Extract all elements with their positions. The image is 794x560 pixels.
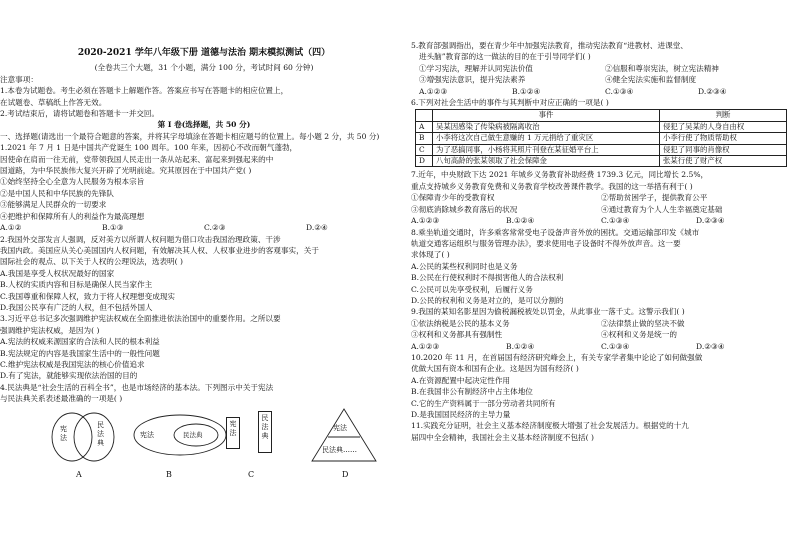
question-text: 因使命在肩而一往无前，党带领我国人民走出一条从站起来、富起来到强起来的中 xyxy=(0,154,274,164)
option: D.是我国国民经济的主导力量 xyxy=(411,410,511,419)
option: ②帮助贫困学子，提供教育公平 xyxy=(601,193,708,203)
diagram-row xyxy=(0,407,408,483)
note-line: 2.考试结束后，请将试题卷和答题卡一并交回。 xyxy=(0,109,160,119)
diagram-c-box2: 民法典 xyxy=(258,411,272,453)
question-text: 国际社会的观点、以下关于人权的公理说法，选表明( ) xyxy=(0,257,183,267)
options-row xyxy=(411,74,791,85)
table-header: 判断 xyxy=(660,110,787,121)
choices-row xyxy=(411,86,791,97)
row-event: 八旬高龄的张某领取了社会保障金 xyxy=(433,156,660,167)
choice-a: A.①②③ xyxy=(419,86,448,96)
question-text: 8.乘坐轨道交通时，许多乘客常常受电子设备声音外放的困扰。交通运输部印发《城市 xyxy=(411,227,700,237)
row-label: D xyxy=(416,156,433,167)
option: ④健全宪法实施和监督制度 xyxy=(605,75,697,85)
row-judgement: 侵犯了吴某的人身自由权 xyxy=(660,121,787,132)
choice-b: B.①③ xyxy=(102,223,124,233)
choices-row xyxy=(411,341,791,352)
choice-c: C.①③④ xyxy=(601,216,630,226)
row-judgement: 小李行使了物质帮助权 xyxy=(660,133,787,144)
question-text: 9.我国的某知名影星因为偷税漏税被处以罚金，从此事业一落千丈。这警示我们( ) xyxy=(411,307,685,317)
option: D.我国公民享有广泛的人权，但不包括外国人 xyxy=(0,302,153,312)
option: ④通过教育为个人人生幸福奠定基础 xyxy=(601,204,723,214)
question-text: 轨道交通客运组织与服务管理办法》，要求使用电子设备时不得外放声音。这一要 xyxy=(411,238,681,248)
choice-a: A.①② xyxy=(0,223,22,233)
question-text: 届四中全会精神，我国社会主义基本经济制度不包括( ) xyxy=(411,432,594,442)
question-4 xyxy=(0,382,408,405)
diagram-b-letter: B xyxy=(166,469,172,479)
option: A.我国是享受人权状况最好的国家 xyxy=(0,268,115,278)
option: D.有了宪法，就能够实现依法治国的目的 xyxy=(0,371,138,381)
option: A.在资源配置中起决定性作用 xyxy=(411,375,511,385)
question-text: 3.习近平总书记多次强调维护宪法权威在全面推进依法治国中的重要作用。之所以要 xyxy=(0,314,281,324)
choice-c: C.②③ xyxy=(204,223,226,233)
option: B.人权的实质内容和目标是确保人民当家作主 xyxy=(0,280,153,290)
diagram-d-top-label: 宪法 xyxy=(333,423,347,432)
choice-c: C.①③④ xyxy=(601,341,630,351)
options-row xyxy=(411,318,791,329)
question-text: 4.民法典是“社会生活的百科全书”，也是市场经济的基本法。下列图示中关于宪法 xyxy=(0,382,274,392)
option: ③权利和义务都具有强制性 xyxy=(411,330,503,340)
question-text: 5.教育部强调指出，要在青少年中加强宪法教育，推动宪法教育“进教材、进课堂、 xyxy=(411,41,688,50)
option: ①学习宪法，理解并认同宪法价值 xyxy=(419,63,533,73)
diagram-d-letter: D xyxy=(342,469,349,479)
question-6 xyxy=(411,97,791,167)
choice-a: A.①②③ xyxy=(411,216,440,226)
choice-c: C.①③④ xyxy=(605,86,634,96)
part1-title: 第 I 卷(选择题，共 50 分) xyxy=(157,120,251,130)
option: C.我国尊重和保障人权，致力于将人权理想变成现实 xyxy=(0,291,176,301)
choice-d: D.②③④ xyxy=(696,341,725,351)
question-text: 与民法典关系表述最准确的一项是( ) xyxy=(0,394,123,404)
option: ①依法纳税是公民的基本义务 xyxy=(411,318,510,328)
question-11 xyxy=(411,420,791,443)
question-text: 7.近年，中央财政下达 2021 年城乡义务教育补助经费 1739.3 亿元，同比增长 2.5%， xyxy=(411,170,709,180)
event-table xyxy=(415,109,787,167)
table-header xyxy=(416,110,433,121)
question-8 xyxy=(411,227,791,307)
option: C.公民可以先享受权利，后履行义务 xyxy=(411,284,533,294)
choice-d: D.②④ xyxy=(306,223,328,233)
question-text: 进头脑”教育部的这一做法的目的在于引导同学们( ) xyxy=(419,52,591,62)
options-row xyxy=(411,63,791,74)
option: ④权利和义务是统一的 xyxy=(601,330,677,340)
row-event: 吴某因感染了传染病被隔离收治 xyxy=(433,121,660,132)
option: ③彻底消除城乡教育落后的状况 xyxy=(411,204,518,214)
row-judgement: 侵犯了同事的肖像权 xyxy=(660,144,787,155)
question-7 xyxy=(411,169,791,226)
option: B.宪法规定的内容是我国家生活中的一般性问题 xyxy=(0,348,160,358)
question-text: 我国内政。美国应从关心美国国内人权问题，有效解决其人权、人权事业进步的客观事实，关于 xyxy=(0,245,319,255)
table-header-row xyxy=(416,110,787,121)
table-row xyxy=(416,133,787,144)
question-9 xyxy=(411,306,791,352)
row-label: C xyxy=(416,144,433,155)
option: ②法律禁止做的坚决不做 xyxy=(601,318,685,328)
question-3 xyxy=(0,313,408,381)
notes-label: 注意事项： xyxy=(0,74,38,84)
row-label: B xyxy=(416,133,433,144)
options-row xyxy=(411,329,791,340)
exam-subtitle: (全卷共三个大题，31 个小题，满分 100 分，考试时间 60 分钟) xyxy=(94,63,314,73)
diagram-b-outer-label: 宪法 xyxy=(140,430,154,439)
option: C.它的生产资料属于一部分劳动者共同所有 xyxy=(411,398,556,408)
choice-d: D.②③④ xyxy=(696,216,725,226)
choices-row xyxy=(411,215,791,226)
table-row xyxy=(416,156,787,167)
question-text: 6.下列对社会生活中的事件与其判断中对应正确的一项是( ) xyxy=(411,98,609,108)
options-row xyxy=(411,192,791,203)
diagram-a xyxy=(48,407,118,465)
question-text: 国道路，为中华民族伟大复兴开辟了光明前途。究其原因在于中国共产党( ) xyxy=(0,166,252,176)
exam-title: 2020-2021 学年八年级下册 道德与法治 期末模拟测试（四） xyxy=(77,48,331,58)
diagram-b-inner-label: 民法典 xyxy=(183,430,203,439)
diagram-c-letter: C xyxy=(248,469,255,479)
row-label: A xyxy=(416,121,433,132)
diagram-a-letter: A xyxy=(76,469,82,479)
option: ③能够满足人民群众的一切要求 xyxy=(0,200,107,210)
option: C.维护宪法权威是我国宪法的核心价值追求 xyxy=(0,359,145,369)
choices-row xyxy=(0,222,408,233)
option: ②信服和尊崇宪法，树立宪法精神 xyxy=(605,63,719,73)
option: ①始终坚持全心全意为人民服务为根本宗旨 xyxy=(0,177,145,187)
option: ③增强宪法意识，提升宪法素养 xyxy=(419,75,526,85)
question-1 xyxy=(0,142,408,233)
option: D.公民的权利和义务是对立的，是可以分割的 xyxy=(411,295,564,305)
option: A.宪法的权威来源国家的合法和人民的根本利益 xyxy=(0,337,160,347)
left-column xyxy=(0,0,408,483)
table-row xyxy=(416,121,787,132)
question-5 xyxy=(411,40,791,97)
note-line: 在试题卷、草稿纸上作答无效。 xyxy=(0,97,107,107)
question-text: 2.我国外交部发言人强调，反对美方以所谓人权问题为借口攻击我国治理政策、干涉 xyxy=(0,234,281,244)
diagram-a-inner-label: 民法典 xyxy=(97,420,104,447)
option: ②是中国人民和中华民族的先锋队 xyxy=(0,188,114,198)
option: ④把维护和保障所有人的利益作为最高理想 xyxy=(0,211,145,221)
note-line: 1.本卷为试题卷。考生必须在答题卡上解题作答。答案应书写在答题卡的相应位置上， xyxy=(0,86,289,96)
question-text: 10.2020 年 11 月，在首届国有经济研究峰会上，有关专家学者集中论论了如何做强做 xyxy=(411,352,703,362)
right-column xyxy=(411,40,791,443)
question-text: 11.实践充分证明，社会主义基本经济制度极大增强了社会发展活力。根据党的十九 xyxy=(411,421,689,431)
choice-d: D.②③④ xyxy=(698,86,727,96)
question-text: 求体现了( ) xyxy=(411,250,450,260)
diagram-a-outer-label: 宪法 xyxy=(60,424,67,442)
choice-b: B.①②④ xyxy=(506,341,535,351)
row-event: 为了恶搞同事，小杨将其照片刊登在某征婚平台上 xyxy=(433,144,660,155)
diagram-d-bottom-label: 民法典…… xyxy=(322,445,357,454)
question-text: 重点支持城乡义务教育免费和义务教育学校改善课件教学。我国的这一举措有利于( ) xyxy=(411,181,693,191)
question-text: 1.2021 年 7 月 1 日是中国共产党诞生 100 周年。100 年来，因初心不改而朝气蓬勃， xyxy=(0,143,298,153)
option: A.公民的某些权利同时也是义务 xyxy=(411,261,518,271)
question-10 xyxy=(411,352,791,420)
choice-a: A.①②③ xyxy=(411,341,440,351)
question-2 xyxy=(0,234,408,314)
section-title: 一、选择题(请选出一个最符合题意的答案，并将其字母填涂在答题卡相应题号的位置上。每小题 2 分，共 50 分) xyxy=(0,131,380,141)
table-header: 事件 xyxy=(433,110,660,121)
options-row xyxy=(411,204,791,215)
row-judgement: 张某行使了财产权 xyxy=(660,156,787,167)
option: ①保障青少年的受教育权 xyxy=(411,193,495,203)
choice-b: B.①②④ xyxy=(506,216,535,226)
row-event: 小李将这次自己做生意赚的 1 万元捐给了重灾区 xyxy=(433,133,660,144)
question-text: 优做大国有资本和国有企业。这是因为国有经济( ) xyxy=(411,364,579,374)
option: B.公民在行使权利时不得损害他人的合法权利 xyxy=(411,273,564,283)
option: B.在我国非公有制经济中占主体地位 xyxy=(411,387,533,397)
diagram-c-box1: 宪法 xyxy=(226,417,240,449)
choice-b: B.①②④ xyxy=(512,86,541,96)
table-row xyxy=(416,144,787,155)
question-text: 强调维护宪法权威，是因为( ) xyxy=(0,325,100,335)
